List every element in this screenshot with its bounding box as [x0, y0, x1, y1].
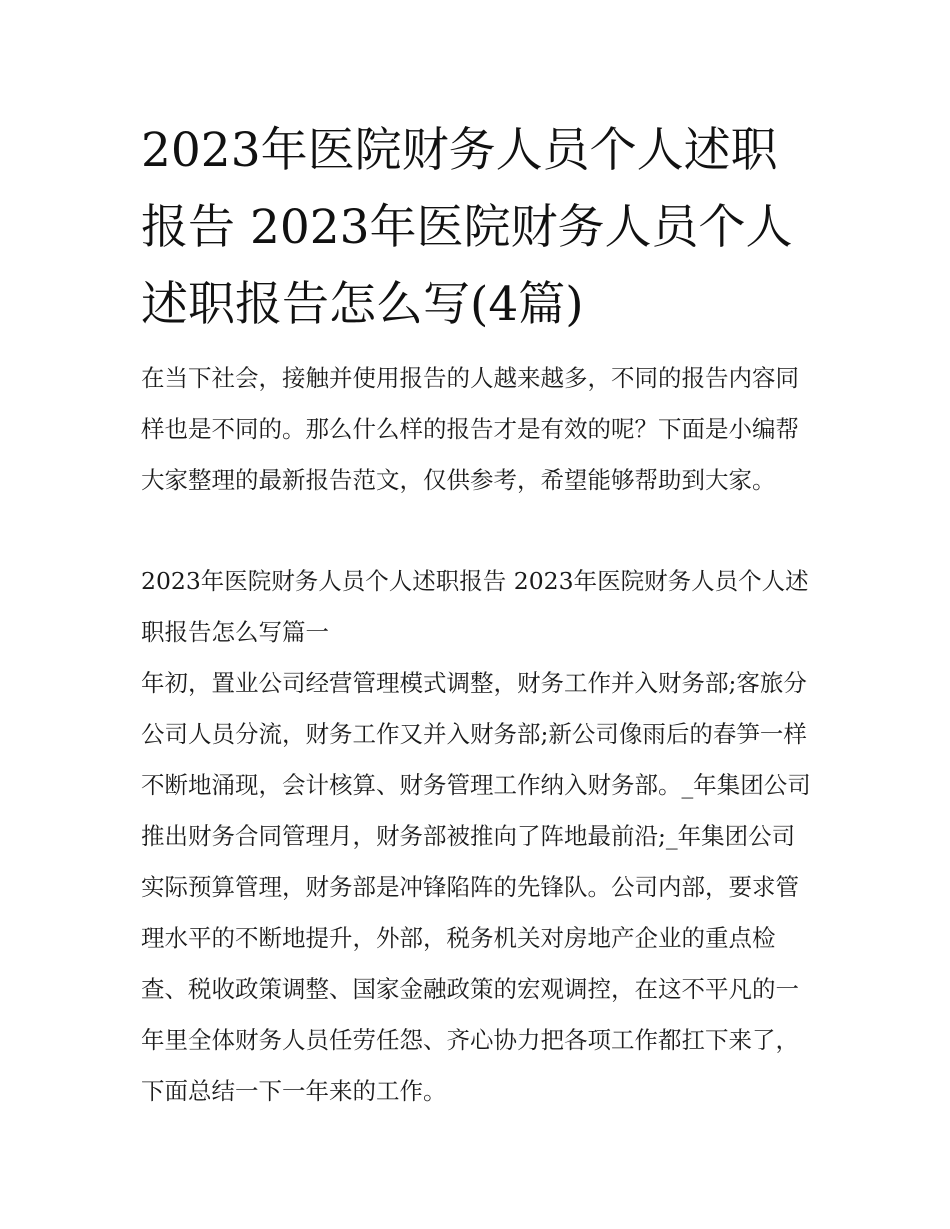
- section-body-paragraph: 年初，置业公司经营管理模式调整，财务工作并入财务部;客旅分公司人员分流，财务工作又并入财务部;新公司像雨后的春笋一样不断地涌现，会计核算、财务管理工作纳入财务部。_年集团公司推出财务合同管理月，财务部被推向了阵地最前沿;_年集团公司实际预算管理，财务部是冲锋陷阵的先锋队。公司内部，要求管理水平的不断地提升，外部，税务机关对房地产企业的重点检查、税收政策调整、国家金融政策的宏观调控，在这不平凡的一年里全体财务人员任劳任怨、齐心协力把各项工作都扛下来了，下面总结一下一年来的工作。: [141, 669, 811, 1105]
- document-title: 2023年医院财务人员个人述职报告 2023年医院财务人员个人述职报告怎么写(4篇): [141, 123, 793, 332]
- section-heading: 2023年医院财务人员个人述职报告 2023年医院财务人员个人述职报告怎么写篇一: [141, 567, 809, 646]
- intro-paragraph: 在当下社会，接触并使用报告的人越来越多，不同的报告内容同样也是不同的。那么什么样的报告才是有效的呢？下面是小编帮大家整理的最新报告范文，仅供参考，希望能够帮助到大家。: [141, 364, 799, 494]
